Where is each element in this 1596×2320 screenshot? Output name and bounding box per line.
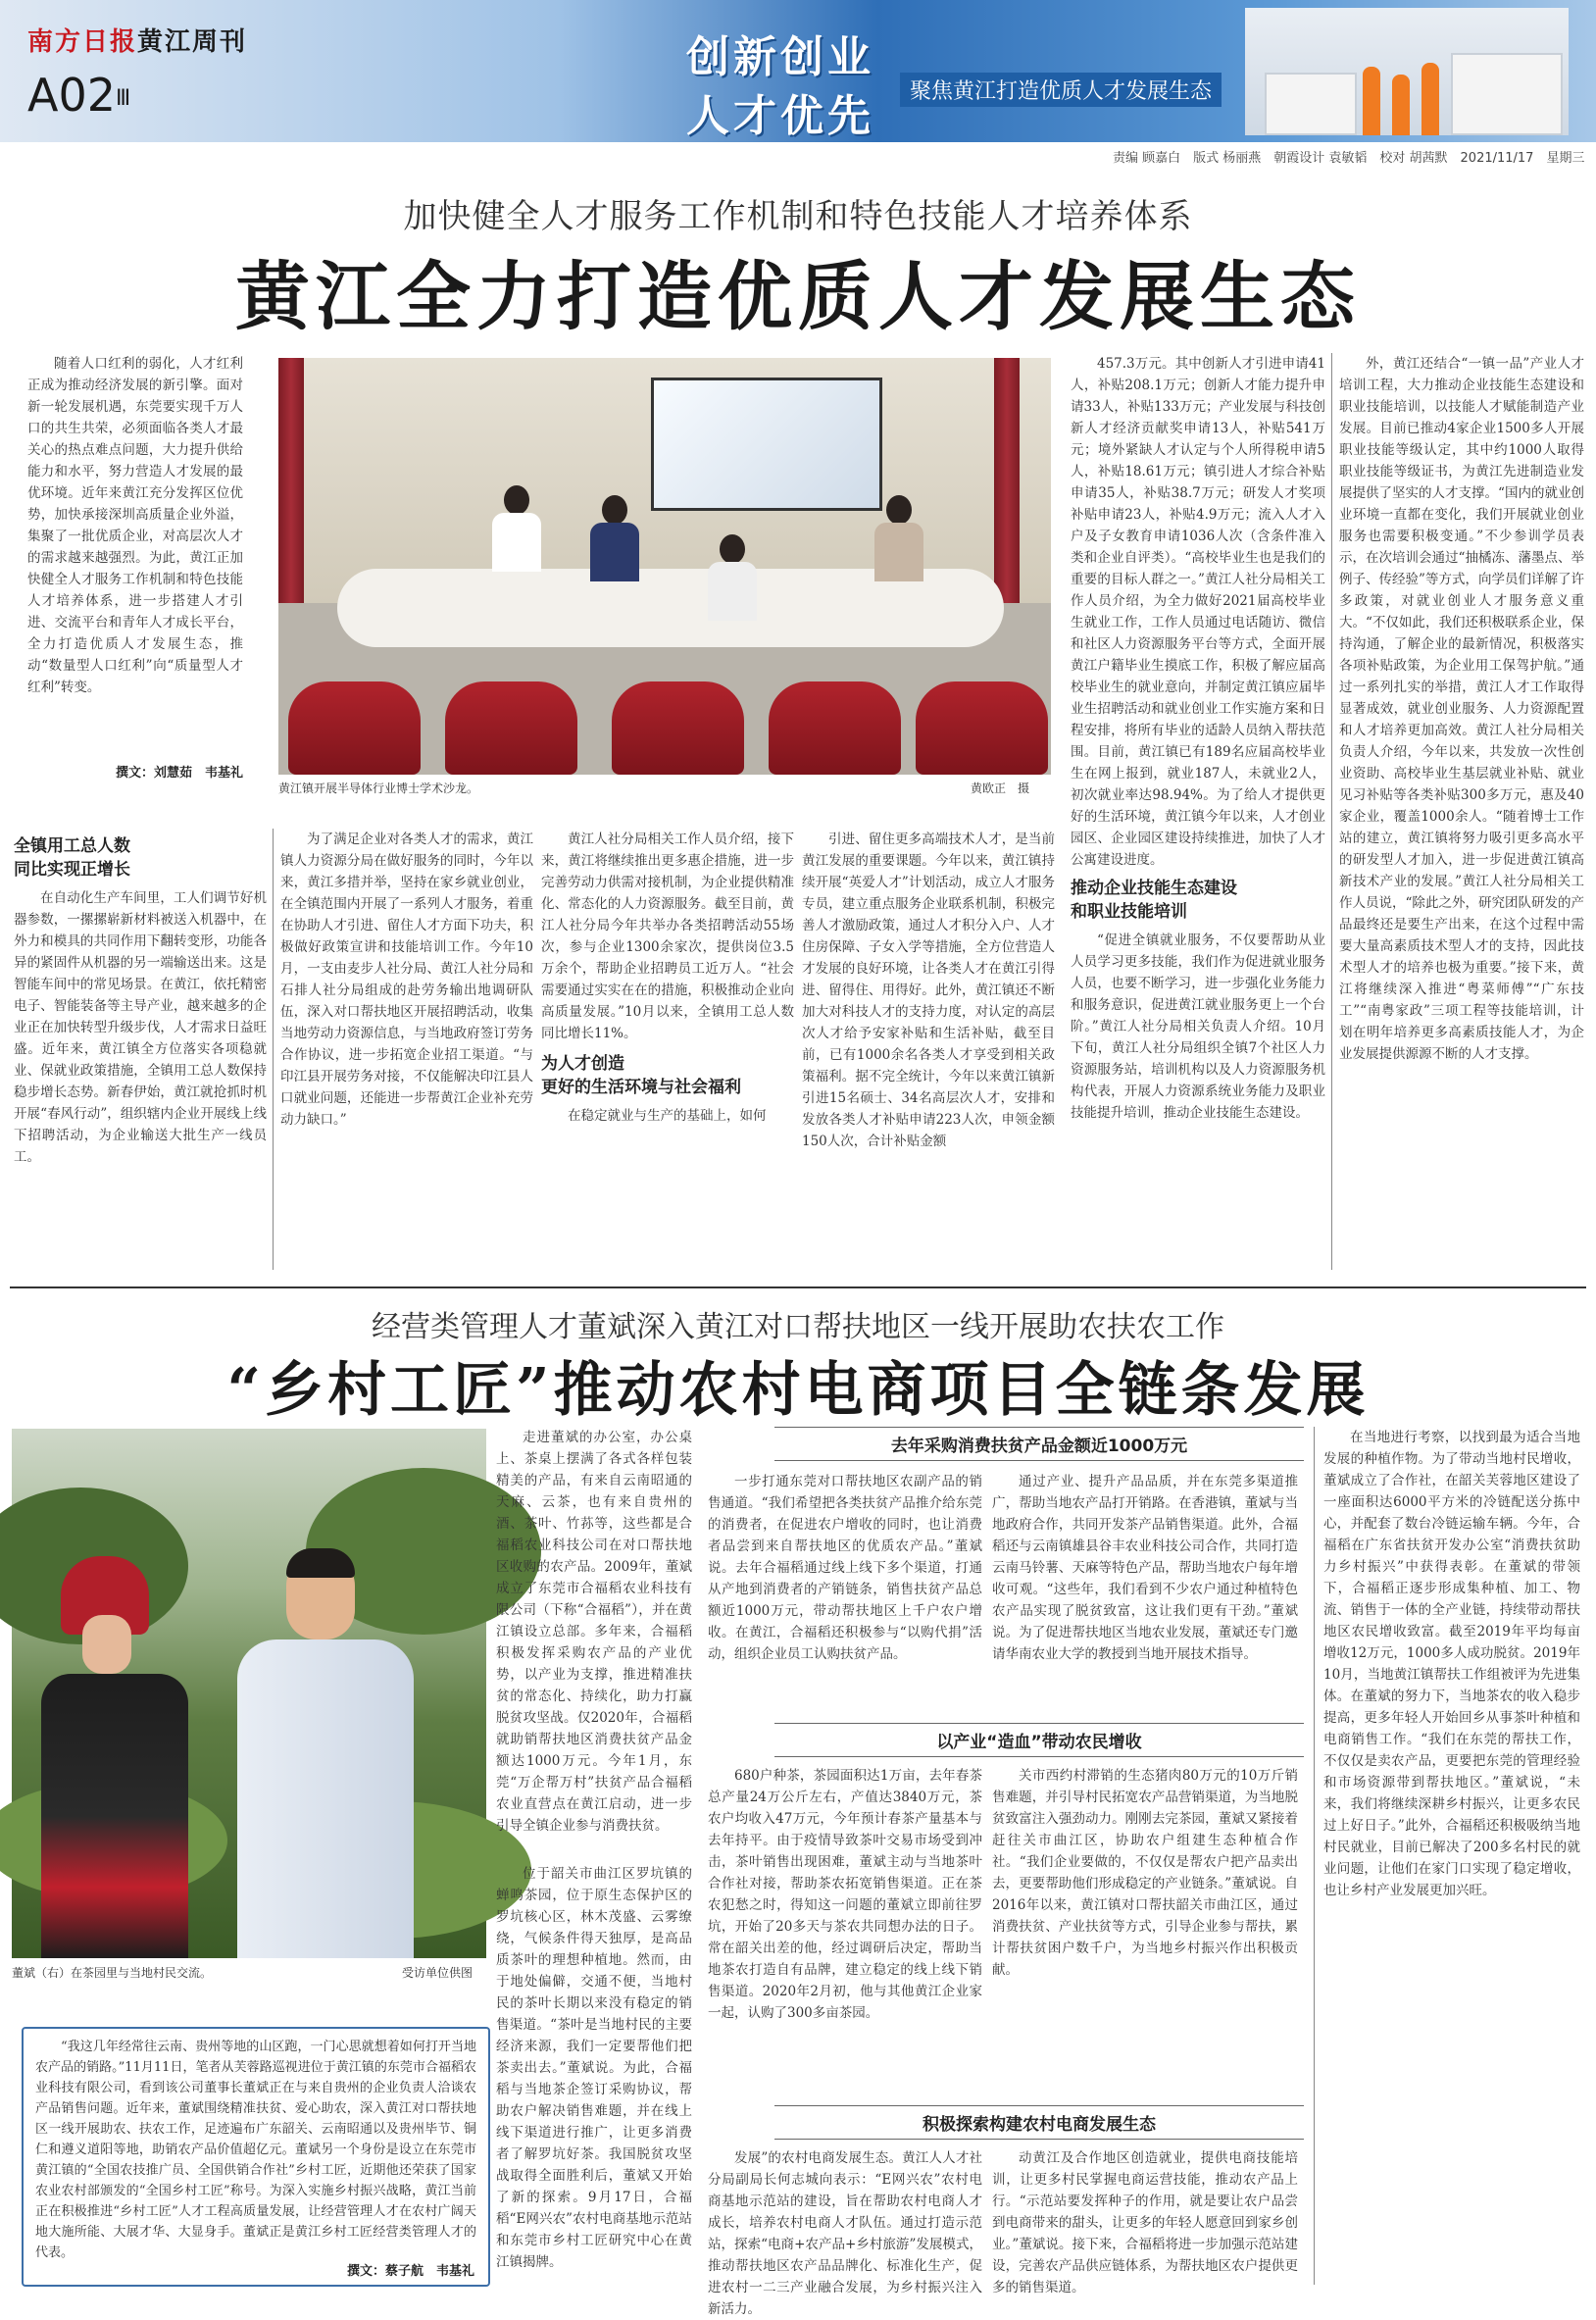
article2-section1-column-1: 一步打通东莞对口帮扶地区农副产品的销售通道。“我们希望把各类扶贫产品推介给东莞的消费者，在促进农户增收的同时，也让消费者品尝到来自帮扶地区的优质农产品。”董斌说。去年合福稻通过线上线下多个渠道，打通从产地到消费者的产销链条，销售扶贫产品总额近1000万元，带动帮扶地区上千户农户增收。在黄江，合福稻还积极参与“以购代捐”活动，组织企业员工认购扶贫产品。 — [708, 1474, 982, 1662]
article1-byline: 撰文：刘慧茹 韦基礼 — [115, 766, 243, 781]
article2-column-6: 在当地进行考察，以找到最为适合当地发展的种植作物。为了带动当地村民增收，董斌成立了合作社，在韶关芙蓉地区建设了一座面积达6000平方米的冷链配送分拣中心，并配套了数台冷链运输车辆。今年，合福稻在广东省扶贫开发办公室“消费扶贫助力乡村振兴”中获得表彰。在董斌的带领下，合福稻正逐步形成集种植、加工、物流、销售于一体的全产业链，持续带动帮扶地区农民增收致富。截至2019年平均每亩增收12万元，1000多人成功脱贫。2019年10月，当地黄江镇帮扶工作组被评为先进集体。在董斌的努力下，当地茶农的收入稳步提高，更多年轻人开始回乡从事茶叶种植和电商销售工作。“我们在东莞的帮扶工作，不仅仅是卖农产品，更要把东莞的管理经验和市场资源带到帮扶地区。”董斌说，“未来，我们将继续深耕乡村振兴，让更多农民过上好日子。”此外，合福稻还积极吸纳当地村民就业，目前已解决了200多名村民的就业问题，让他们在家门口实现了稳定增收，也让乡村产业发展更加兴旺。 — [1323, 1430, 1580, 1898]
article1-headline: 黄江全力打造优质人才发展生态 — [235, 253, 1361, 340]
article2-section3-column-2: 动黄江及合作地区创造就业，提供电商技能培训，让更多村民掌握电商运营技能，推动农产品上行。“示范站要发挥种子的作用，就是要让农户品尝到电商带来的甜头，让更多的年轻人愿意回到家乡创业。”董斌说。接下来，合福稻将进一步加强示范站建设，完善农产品供应链体系，为帮扶地区农户提供更多的销售渠道。 — [992, 2150, 1298, 2295]
article1-subhead-1: 全镇用工总人数 同比实现正增长 — [14, 836, 130, 880]
masthead — [27, 22, 247, 58]
article2-quote-box: “我这几年经常往云南、贵州等地的山区跑，一门心思就想着如何打开当地农产品的销路。”11月11日，笔者从芙蓉路巡视进位于黄江镇的东莞市合福稻农业科技有限公司，看到该公司董事长董斌正在与来自贵州的企业负责人洽谈农产品销售问题。近年来，董斌围绕精准扶贫、爱心助农，深入黄江对口帮扶地区一线开展助农、扶农工作，足迹遍布广东韶关、云南昭通以及贵州毕节、铜仁和遵义道阳等地，助销农产品价值超亿元。董斌另一个身份是设立在东莞市黄江镇的“全国农技推广员、全国供销合作社”乡村工匠，近期他还荣获了国家农业农村部颁发的“全国乡村工匠”称号。为深入实施乡村振兴战略，黄江当前正在积极推进“乡村工匠”人才工程高质量发展，让经营管理人才在农村广阔天地大施所能、大展才华、大显身手。董斌正是黄江乡村工匠经营类管理人才的代表。 撰文：蔡子航 韦基礼 — [22, 2027, 490, 2287]
banner-line-2: 人才优先 — [686, 91, 874, 141]
article1-column-4: 引进、留住更多高端技术人才，是当前黄江发展的重要课题。今年以来，黄江镇持续开展“英爱人才”计划活动，成立人才服务专员，建立重点服务企业联系机制，积极完善人才激励政策，通过人才积分入户、人才住房保障、子女入学等措施，全方位营造人才发展的良好环境，让各类人才在黄江引得进、留得住、用得好。此外，黄江镇还不断加大对科技人才的支持力度，对认定的高层次人才给予安家补贴和生活补贴，截至目前，已有1000余名各类人才享受到相关政策福利。据不完全统计，今年以来黄江镇新引进15名硕士、34名高层次人才，安排和发放各类人才补贴申请223人次，申领金额150人次，合计补贴金额 — [802, 832, 1055, 1149]
article2-headline: “乡村工匠”推动农村电商项目全链条发展 — [226, 1356, 1370, 1425]
article1-subhead-3: 推动企业技能生态建设 和职业技能培训 — [1071, 879, 1237, 922]
page-number-roman: Ⅲ — [116, 86, 131, 111]
article1-column-3: 黄江人社分局相关工作人员介绍，接下来，黄江将继续推出更多惠企措施，进一步完善劳动力供需对接机制，为企业提供精准化、常态化的人力资源服务。截至目前，黄江人社分局今年共举办各类招聘活动55场次，参与企业1300余家次，提供岗位3.5万余个，帮助企业招聘员工近万人。“社会需要通过实实在在的措施，积极推动企业向高质量发展。”10月以来，全镇用工总人数同比增长11%。 为人才创造 更好的生活环境与社会福利 在稳定就业与生产的基础上，如何 — [541, 832, 794, 1124]
article1-photo-caption: 黄江镇开展半导体行业博士学术沙龙。 — [278, 782, 479, 795]
banner-line-1: 创新创业 — [686, 32, 874, 82]
article1-column-2: 为了满足企业对各类人才的需求，黄江镇人力资源分局在做好服务的同时，今年以来，黄江多措并举，坚持在家乡就业创业，在全镇范围内开展了一系列人才服务，着重在协助人才引进、留住人才方面下功夫，积极做好政策宣讲和技能培训工作。今年10月，一支由麦步人社分局、黄江人社分局和石排人社分局组成的赴劳务输出地调研队伍，深入对口帮扶地区开展招聘活动，收集当地劳动力资源信息，与当地政府签订劳务合作协议，进一步拓宽企业招工渠道。“与印江县开展劳务对接，不仅能解决印江县人口就业问题，还能进一步帮黄江企业补充劳动力缺口。” — [280, 832, 533, 1128]
column-divider — [1331, 353, 1332, 1270]
article2-photo-caption: 董斌（右）在茶园里与当地村民交流。 — [12, 1966, 213, 1980]
article1-lead: 随着人口红利的弱化，人才红利正成为推动经济发展的新引擎。面对新一轮发展机遇，东莞要实现千万人口的共生共荣，必须面临各类人才最关心的热点难点问题，大力提升供给能力和水平，努力营造人才发展的最优环境。近年来黄江充分发挥区位优势，加快承接深圳高质量企业外溢，集聚了一批优质企业，对高层次人才的需求越来越强烈。为此，黄江正加快健全人才服务工作机制和特色技能人才培养体系，进一步搭建人才引进、交流平台和青年人才成长平台，全力打造优质人才发展生态，推动“数量型人口红利”向“质量型人才红利”转变。 撰文：刘慧茹 韦基礼 — [27, 353, 243, 784]
article2-column-1b: 位于韶关市曲江区罗坑镇的蝉鸣茶园，位于原生态保护区的罗坑核心区，林木茂盛、云雾缭绕，气候条件得天独厚，是高品质茶叶的理想种植地。然而，由于地处偏僻，交通不便，当地村民的茶叶长期以来没有稳定的销售渠道。“茶叶是当地村民的主要经济来源，我们一定要帮他们把茶卖出去。”董斌说。为此，合福稻与当地茶企签订采购协议，帮助农户解决销售难题，并在线上线下渠道进行推广，让更多消费者了解罗坑好茶。我国脱贫攻坚战取得全面胜利后，董斌又开始了新的探索。9月17日，合福稻“E网兴农”农村电商基地示范站和东莞市乡村工匠研究中心在黄江镇揭牌。 — [496, 1866, 692, 2270]
article2-photo-credit: 受访单位供图 — [402, 1966, 474, 1980]
article2-section3-column-1: 发展”的农村电商发展生态。黄江人人才社分局副局长何志城向表示：“E网兴农”农村电商基地示范站的建设，旨在帮助农村电商人才成长，培养农村电商人才队伍。通过打造示范站，探索“电商+农产品+乡村旅游”发展模式，推动帮扶地区农产品品牌化、标准化生产，促进农村一二三产业融合发展，为乡村振兴注入新活力。 — [708, 2150, 982, 2317]
column-divider — [273, 829, 274, 1270]
article1-photo — [278, 358, 1051, 775]
banner-subtitle: 聚焦黄江打造优质人才发展生态 — [900, 73, 1222, 107]
article2-section-title-1: 去年采购消费扶贫产品金额近1000万元 — [774, 1427, 1304, 1461]
article2-section-title-3: 积极探索构建农村电商发展生态 — [774, 2105, 1304, 2140]
column-divider — [1314, 1427, 1315, 2285]
article2-section1-column-2: 通过产业、提升产品品质，并在东莞多渠道推广，帮助当地农产品打开销路。在香港镇，董斌与当地政府合作，共同开发茶产品销售渠道。此外，合福稻还与云南镇雄县谷丰农业科技公司合作，共同打造云南马铃薯、天麻等特色产品，帮助当地农户每年增收可观。“这些年，我们看到不少农户通过种植特色农产品实现了脱贫致富，这让我们更有干劲。”董斌说。为了促进帮扶地区当地农业发展，董斌还专门邀请华南农业大学的教授到当地开展技术指导。 — [992, 1474, 1298, 1662]
article1-photo-credit: 黄欧正 摄 — [971, 782, 1030, 795]
page-number: A02Ⅲ — [27, 69, 131, 122]
article1-column-5: 457.3万元。其中创新人才引进申请41人，补贴208.1万元；创新人才能力提升申请33人，补贴133万元；产业发展与科技创新人才经济贡献奖申请13人，补贴541万元；境外紧缺人才认定与个人所得税申请5人，补贴18.61万元；镇引进人才综合补贴申请35人，补贴38.7万元；研发人才奖项补贴申请23人，补贴4.9万元；流入人才入户及子女教育申请1036人次（含条件准入类和企业自评类）。“高校毕业生也是我们的重要的目标人群之一。”黄江人社分局相关工作人员介绍，为全力做好2021届高校毕业生就业工作，工作人员通过电话随访、微信和社区人力资源服务平台等方式，全面开展黄江户籍毕业生摸底工作，积极了解应届高校毕业生的就业意向，并制定黄江镇应届毕业生招聘活动和就业创业工作实施方案和日程安排，将所有毕业的适龄人员纳入帮扶范围。目前，黄江镇已有189名应届高校毕业生在网上报到，就业187人，未就业2人，初次就业率达98.94%。为了给人才提供更好的生活环境，黄江镇今年以来，人才创业园区、企业园区建设持续推进，加快了人才公寓建设进度。 推动企业技能生态建设 和职业技能培训 “促进全镇就业服务，不仅要帮助从业人员学习更多技能，我们作为促进就业服务人员，也要不断学习，进一步强化业务能力和服务意识，促进黄江就业服务更上一个台阶。”黄江人社分局相关负责人介绍。10月下旬，黄江人社分局组织全镇7个社区人力资源服务站，培训机构以及人力资源服务机构代表，开展人力资源系统业务能力及职业技能提升培训，推动企业技能生态建设。 — [1071, 356, 1325, 1121]
article-separator — [10, 1286, 1586, 1288]
page-credits: 责编 顾嘉白 版式 杨丽燕 朝霞设计 袁敏韬 校对 胡茜默 2021/11/17 星期三 — [1113, 151, 1585, 166]
article2-column-1: 走进董斌的办公室，办公桌上、茶桌上摆满了各式各样包装精美的产品，有来自云南昭通的天麻、云茶，也有来自贵州的酒、茶叶、竹荪等，这些都是合福稻农业科技公司在对口帮扶地区收购的农产品。2009年，董斌成立了东莞市合福稻农业科技有限公司（下称“合福稻”），并在黄江镇设立总部。多年来，合福稻积极发挥采购农产品的产业优势，以产业为支撑，推进精准扶贫的常态化、持续化，助力打赢脱贫攻坚战。仅2020年，合福稻就助销帮扶地区消费扶贫产品金额达1000万元。今年1月，东莞“万企帮万村”扶贫产品合福稻农业直营点在黄江启动，进一步引导全镇企业参与消费扶贫。 — [496, 1430, 692, 1834]
article2-byline: 撰文：蔡子航 韦基礼 — [346, 2264, 474, 2279]
banner-photo — [1245, 8, 1569, 135]
article2-photo — [12, 1429, 486, 1958]
article2-section2-column-1: 680户种茶，茶园面积达1万亩，去年春茶总产量24万公斤左右，产值达3840万元，茶农户均收入47万元，今年预计春茶产量基本与去年持平。由于疫情导致茶叶交易市场受到冲击，茶叶销售出现困难，董斌主动与当地茶叶合作社对接，帮助茶农拓宽销售渠道。正在茶农犯愁之时，得知这一问题的董斌立即前往罗坑，开始了20多天与茶农共同想办法的日子。常在韶关出差的他，经过调研后决定，帮助当地茶农打造自有品牌，建立稳定的线上线下销售渠道。2020年2月初，他与其他黄江企业家一起，认购了300多亩茶园。 — [708, 1768, 982, 2021]
article1-subhead-2: 为人才创造 更好的生活环境与社会福利 — [541, 1054, 741, 1097]
masthead-section: 黄江周刊 — [137, 27, 248, 57]
article2-section2-column-2: 关市西约村滞销的生态猪肉80万元的10万斤销售难题，并引导村民拓宽农产品营销渠道，为当地脱贫致富注入强劲动力。刚刚去完茶园，董斌又紧接着赶往关市曲江区，协助农户组建生态种植合作社。“我们企业要做的，不仅仅是帮农户把产品卖出去，更要帮助他们形成稳定的产业链条。”董斌说。自2016年以来，黄江镇对口帮扶韶关市曲江区，通过消费扶贫、产业扶贫等方式，引导企业参与帮扶，累计帮扶贫困户数千户，为当地乡村振兴作出积极贡献。 — [992, 1768, 1298, 1978]
article2-kicker: 经营类管理人才董斌深入黄江对口帮扶地区一线开展助农扶农工作 — [372, 1310, 1224, 1344]
article1-kicker: 加快健全人才服务工作机制和特色技能人才培养体系 — [403, 197, 1193, 236]
masthead-brand: 南方日报 — [27, 27, 138, 57]
article1-column-1: 全镇用工总人数 同比实现正增长 在自动化生产车间里，工人们调节好机器参数，一摞摞崭新材料被送入机器中，在外力和模具的共同作用下翻转变形，功能各异的紧固件从机器的另一端输送出来。这是智能车间中的常见场景。在黄江，依托精密电子、智能装备等主导产业，越来越多的企业正在加快转型升级步伐，人才需求日益旺盛。近年来，黄江镇全方位落实各项稳就业、保就业政策措施，全镇用工总人数保持稳步增长态势。新春伊始，黄江就抢抓时机开展“春风行动”，组织辖内企业开展线上线下招聘活动，为企业输送大批生产一线员工。 — [14, 836, 267, 1165]
article1-column-6: 外，黄江还结合“一镇一品”产业人才培训工程，大力推动企业技能生态建设和职业技能培训，以技能人才赋能制造产业发展。目前已推动4家企业1500多人开展职业技能等级认定，其中约1000人取得职业技能等级证书，为黄江先进制造业发展提供了坚实的人才支撑。“国内的就业创业环境一直都在变化，我们开展就业创业服务也需要积极变通。”不少参训学员表示，在次培训会通过“抽橘冻、藩墨点、举例子、传经验”等方式，向学员们详解了许多政策，对就业创业人才服务意义重大。“不仅如此，我们还积极联系企业，保持沟通，了解企业的最新情况，积极落实各项补贴政策，为企业用工保驾护航。”通过一系列扎实的举措，黄江人才工作取得显著成效，就业创业服务、人力资源配置和人才培养更加高效。黄江人社分局相关负责人介绍，今年以来，共发放一次性创业资助、高校毕业生基层就业补贴、就业见习补贴等各类补贴300多万元，惠及40家企业，覆盖1000余人。“随着博士工作站的建立，黄江镇将努力吸引更多高水平的研发型人才加入，进一步促进黄江镇高新技术产业的发展。”黄江人社分局相关工作人员说，“除此之外，研究团队研发的产品最终还是要生产出来，在这个过程中需要大量高素质技术型人才的支持，因此技术型人才的培养也极为重要。”接下来，黄江将继续深入推进“粤菜师傅”“广东技工”“南粤家政”三项工程等技能培训，计划在明年培养更多高素质技能人才，为企业发展提供源源不断的人才支撑。 — [1339, 356, 1584, 1062]
article2-section-title-2: 以产业“造血”带动农民增收 — [774, 1723, 1304, 1757]
